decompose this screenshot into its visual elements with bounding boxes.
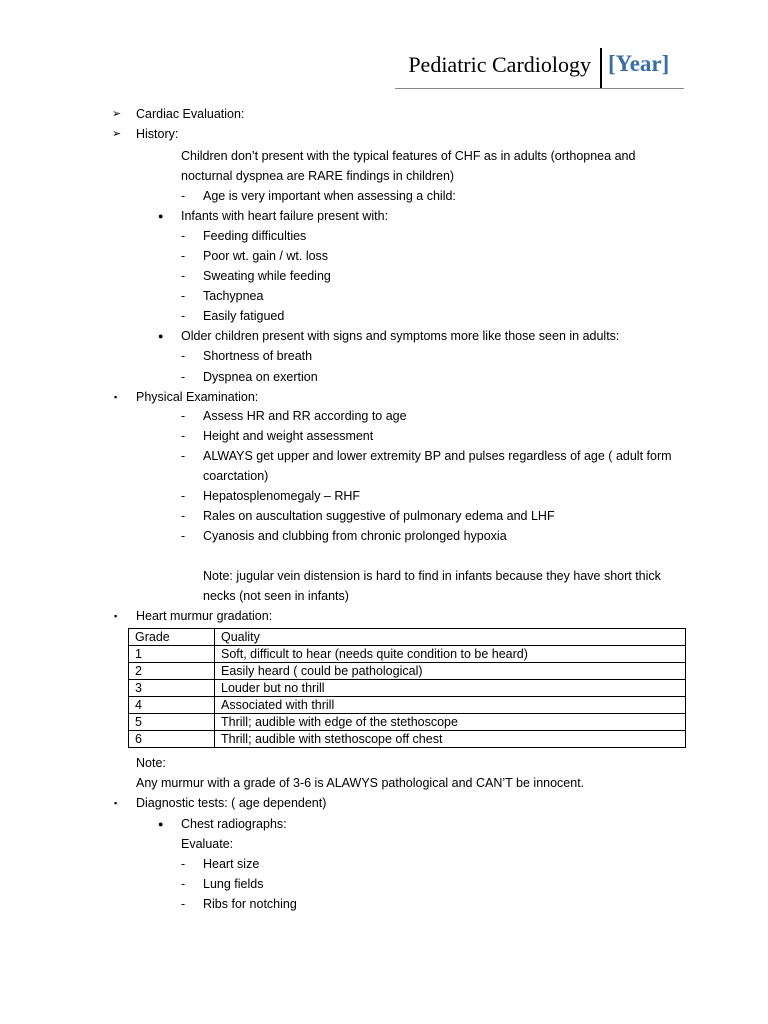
heading-heart-murmur: Heart murmur gradation:	[136, 609, 273, 623]
arrow-bullet-icon: ➢	[112, 108, 122, 120]
table-cell: 5	[129, 714, 215, 731]
table-cell: 1	[129, 646, 215, 663]
text-line: nocturnal dyspnea are RARE findings in children)	[181, 169, 455, 183]
dash-bullet: -	[181, 370, 186, 384]
table-row	[129, 646, 686, 663]
dash-bullet: -	[181, 449, 186, 463]
heading-cardiac-evaluation: Cardiac Evaluation:	[136, 107, 245, 121]
square-bullet-icon: ▪	[114, 798, 118, 808]
table-row	[129, 714, 686, 731]
list-item: Lung fields	[203, 877, 264, 891]
table-cell: 4	[129, 697, 215, 714]
heading-diagnostic-tests: Diagnostic tests: ( age dependent)	[136, 796, 327, 810]
dash-bullet: -	[181, 289, 186, 303]
note-text: necks (not seen in infants)	[203, 589, 349, 603]
dash-bullet: -	[181, 529, 186, 543]
murmur-grade-table	[128, 628, 686, 748]
list-item: Dyspnea on exertion	[203, 370, 318, 384]
table-header-cell: Quality	[215, 629, 686, 646]
table-row	[129, 731, 686, 748]
dash-bullet: -	[181, 269, 186, 283]
list-item: Rales on auscultation suggestive of pulmonary edema and LHF	[203, 509, 555, 523]
dash-bullet: -	[181, 877, 186, 891]
year-placeholder[interactable]: [Year]	[608, 51, 670, 76]
dot-bullet-icon: ●	[158, 211, 164, 221]
list-item-continuation: coarctation)	[203, 469, 269, 483]
header-divider	[600, 48, 602, 88]
table-cell: 3	[129, 680, 215, 697]
list-item: Shortness of breath	[203, 349, 313, 363]
heading-history: History:	[136, 127, 179, 141]
dash-bullet: -	[181, 509, 186, 523]
list-item: Infants with heart failure present with:	[181, 209, 389, 223]
dash-bullet: -	[181, 897, 186, 911]
table-cell: 2	[129, 663, 215, 680]
table-cell: Easily heard ( could be pathological)	[215, 663, 686, 680]
dash-bullet: -	[181, 189, 186, 203]
table-cell: Soft, difficult to hear (needs quite condition to be heard)	[215, 646, 686, 663]
table-cell: Thrill; audible with stethoscope off chest	[215, 731, 686, 748]
list-item: Chest radiographs:	[181, 817, 287, 831]
list-item: ALWAYS get upper and lower extremity BP and pulses regardless of age ( adult form	[203, 449, 672, 463]
heading-physical-examination: Physical Examination:	[136, 390, 259, 404]
list-item: Heart size	[203, 857, 260, 871]
square-bullet-icon: ▪	[114, 611, 118, 621]
page-title: Pediatric Cardiology	[408, 52, 591, 77]
dash-bullet: -	[181, 349, 186, 363]
list-item: Hepatosplenomegaly – RHF	[203, 489, 361, 503]
list-item: Ribs for notching	[203, 897, 297, 911]
table-cell: Louder but no thrill	[215, 680, 686, 697]
table-row	[129, 697, 686, 714]
list-item: Easily fatigued	[203, 309, 285, 323]
list-item: Feeding difficulties	[203, 229, 307, 243]
dash-bullet: -	[181, 249, 186, 263]
list-item: Assess HR and RR according to age	[203, 409, 407, 423]
dash-bullet: -	[181, 229, 186, 243]
list-item: Older children present with signs and symptoms more like those seen in adults:	[181, 329, 620, 343]
table-row	[129, 663, 686, 680]
list-item: Sweating while feeding	[203, 269, 331, 283]
header-rule	[395, 88, 684, 89]
table-header-cell: Grade	[129, 629, 215, 646]
table-cell: 6	[129, 731, 215, 748]
text-line: Evaluate:	[181, 837, 234, 851]
table-cell: Thrill; audible with edge of the stethoscope	[215, 714, 686, 731]
dot-bullet-icon: ●	[158, 331, 164, 341]
list-item: Cyanosis and clubbing from chronic prolonged hypoxia	[203, 529, 507, 543]
text-line: Children don’t present with the typical features of CHF as in adults (orthopnea and	[181, 149, 636, 163]
square-bullet-icon: ▪	[114, 392, 118, 402]
dot-bullet-icon: ●	[158, 819, 164, 829]
note-text: Note: jugular vein distension is hard to find in infants because they have short thick	[203, 569, 661, 583]
dash-bullet: -	[181, 429, 186, 443]
arrow-bullet-icon: ➢	[112, 128, 122, 140]
note-text: Any murmur with a grade of 3-6 is ALAWYS pathological and CAN’T be innocent.	[136, 776, 585, 790]
dash-bullet: -	[181, 309, 186, 323]
dash-bullet: -	[181, 857, 186, 871]
note-label: Note:	[136, 756, 166, 770]
dash-bullet: -	[181, 409, 186, 423]
list-item: Height and weight assessment	[203, 429, 374, 443]
table-cell: Associated with thrill	[215, 697, 686, 714]
list-item: Age is very important when assessing a child:	[203, 189, 456, 203]
dash-bullet: -	[181, 489, 186, 503]
table-row	[129, 680, 686, 697]
list-item: Poor wt. gain / wt. loss	[203, 249, 329, 263]
page-header	[0, 46, 768, 90]
list-item: Tachypnea	[203, 289, 264, 303]
table-header-row	[129, 629, 686, 646]
